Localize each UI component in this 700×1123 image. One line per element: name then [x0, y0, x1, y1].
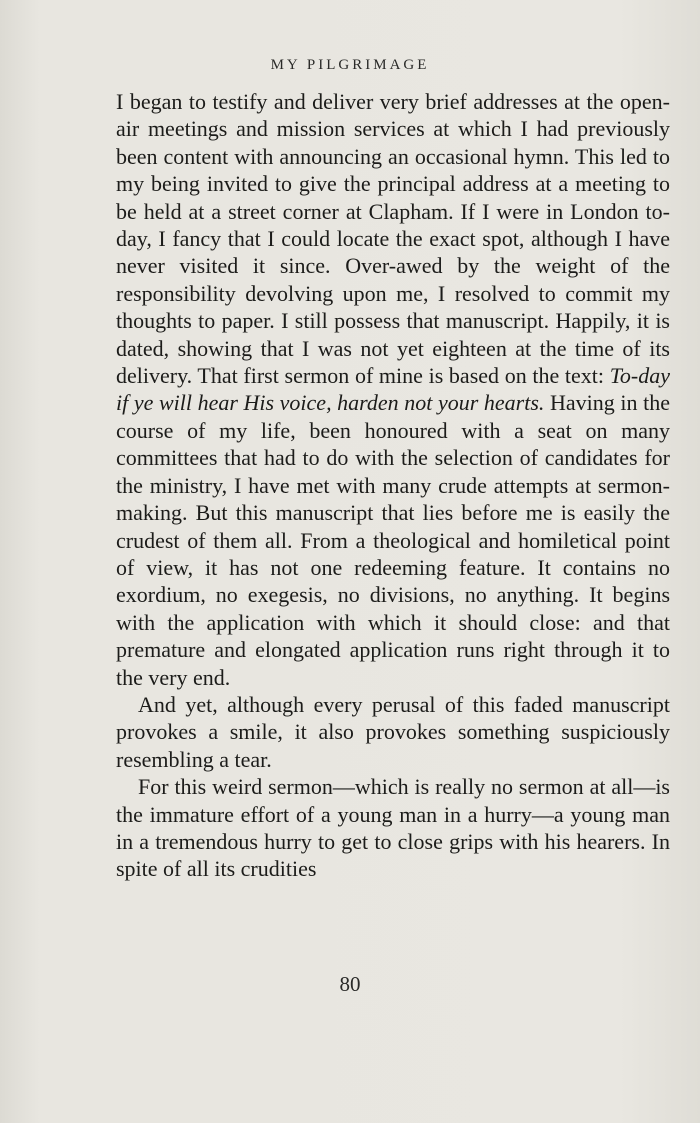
paragraph-2: And yet, although every perusal of this faded manuscript provokes a smile, it also provokes something suspiciously resembling a tear.	[116, 691, 670, 772]
paragraph-1-text-end: Having in the course of my life, been honoured with a seat on many committees that had to do with the selection of candidates for the ministry, I have met with many crude attempts at sermon-making. But this manuscript that lies before me is easily the crudest of them all. From a theological and homiletical point of view, it has not one redeeming feature. It contains no exordium, no exegesis, no divisions, no anything. It begins with the application with which it should close: and that premature and elongated application runs right through it to the very end.	[116, 390, 670, 690]
body-text	[116, 88, 670, 883]
scripture-quotation: To-day if ye will hear His voice, harden not your hearts.	[116, 363, 670, 416]
paragraph-1-text-start: I began to testify and deliver very brief addresses at the open-air meetings and mission services at which I had previously been content with announcing an occasional hymn. This led to my being invited to give the principal address at a meeting to be held at a street corner at Clapham. If I were in London to-day, I fancy that I could locate the exact spot, although I have never visited it since. Over-awed by the weight of the responsibility devolving upon me, I resolved to commit my thoughts to paper. I still possess that manuscript. Happily, it is dated, showing that I was not yet eighteen at the time of its delivery. That first sermon of mine is based on the text:	[116, 89, 670, 389]
paragraph-1	[116, 88, 670, 691]
page-number: 80	[339, 972, 361, 996]
paragraph-3: For this weird sermon—which is really no sermon at all—is the immature effort of a young man in a hurry—a young man in a tremendous hurry to get to close grips with his hearers. In spite of all its crudities	[116, 774, 670, 882]
running-head: MY PILGRIMAGE	[270, 57, 430, 73]
